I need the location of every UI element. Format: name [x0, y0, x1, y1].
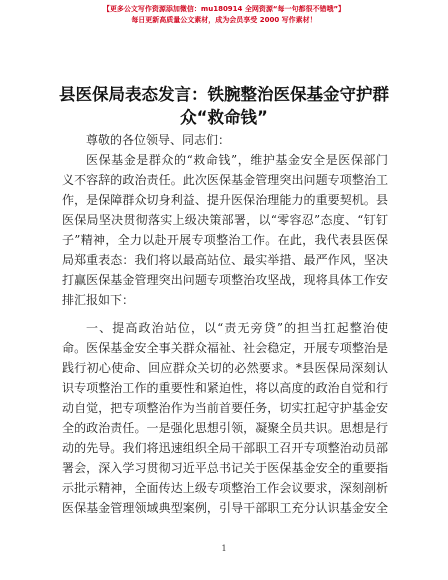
paragraph-1 [62, 150, 388, 310]
paragraph-line: 打赢医保基金管理突出问题专项整治攻坚战，现将具体工作安 [62, 273, 388, 287]
paragraph-line: 署会，深入学习贯彻习近平总书记关于医保基金安全的重要指 [62, 461, 388, 475]
title-line-2: 众“救命钱” [180, 108, 268, 127]
paragraph-line: 践行初心使命、回应群众关切的必然要求。*县医保局深刻认 [62, 361, 388, 375]
paragraph-2 [62, 318, 388, 518]
promo-banner [0, 4, 448, 26]
paragraph-line: 示批示精神，全面传达上级专项整治工作会议要求，深刻剖析 [62, 481, 388, 495]
paragraph-line: 识专项整治工作的重要性和紧迫性，将以高度的政治自觉和行 [62, 381, 388, 395]
paragraph-line: 义不容辞的政治责任。此次医保基金管理突出问题专项整治工 [62, 173, 388, 187]
document-body [62, 130, 388, 518]
paragraph-line: 医保基金管理领域典型案例，引导干部职工充分认识基金安全 [62, 501, 388, 515]
paragraph-line: 命。医保基金安全事关群众福祉、社会稳定，开展专项整治是 [62, 341, 388, 355]
paragraph-line: 子”精神，全力以赴开展专项整治工作。在此，我代表县医保 [62, 233, 388, 247]
paragraph-line: 动的先导。我们将迅速组织全局干部职工召开专项整治动员部 [62, 441, 388, 455]
paragraph-line: 排汇报如下： [62, 293, 135, 307]
paragraph-line: 作，是保障群众切身利益、提升医保治理能力的重要契机。县 [62, 193, 388, 207]
document-title [40, 83, 408, 129]
paragraph-line: 一、提高政治站位，以“责无旁贷”的担当扛起整治使 [86, 321, 388, 335]
title-line-1: 县医保局表态发言：铁腕整治医保基金守护群 [59, 85, 389, 104]
salutation: 尊敬的各位领导、同志们： [86, 133, 231, 147]
paragraph-line: 动自觉，把专项整治作为当前首要任务，切实扛起守护基金安 [62, 401, 388, 415]
paragraph-line: 局郑重表态：我们将以最高站位、最实举措、最严作风，坚决 [62, 253, 388, 267]
page-number: 1 [221, 544, 227, 553]
paragraph-line: 全的政治责任。一是强化思想引领，凝聚全员共识。思想是行 [62, 421, 388, 435]
promo-banner-line-1: 【更多公文写作资源添加微信：mu180914 全网资源“每一句都很不错哦”】 [102, 5, 346, 13]
paragraph-line: 医保局坚决贯彻落实上级决策部署，以“零容忍”态度、“钉钉 [62, 213, 388, 227]
promo-banner-line-2: 每日更新高质量公文素材，成为会员享受 2000 写作素材！ [131, 16, 317, 24]
paragraph-line: 医保基金是群众的“救命钱”，维护基金安全是医保部门 [86, 153, 388, 167]
